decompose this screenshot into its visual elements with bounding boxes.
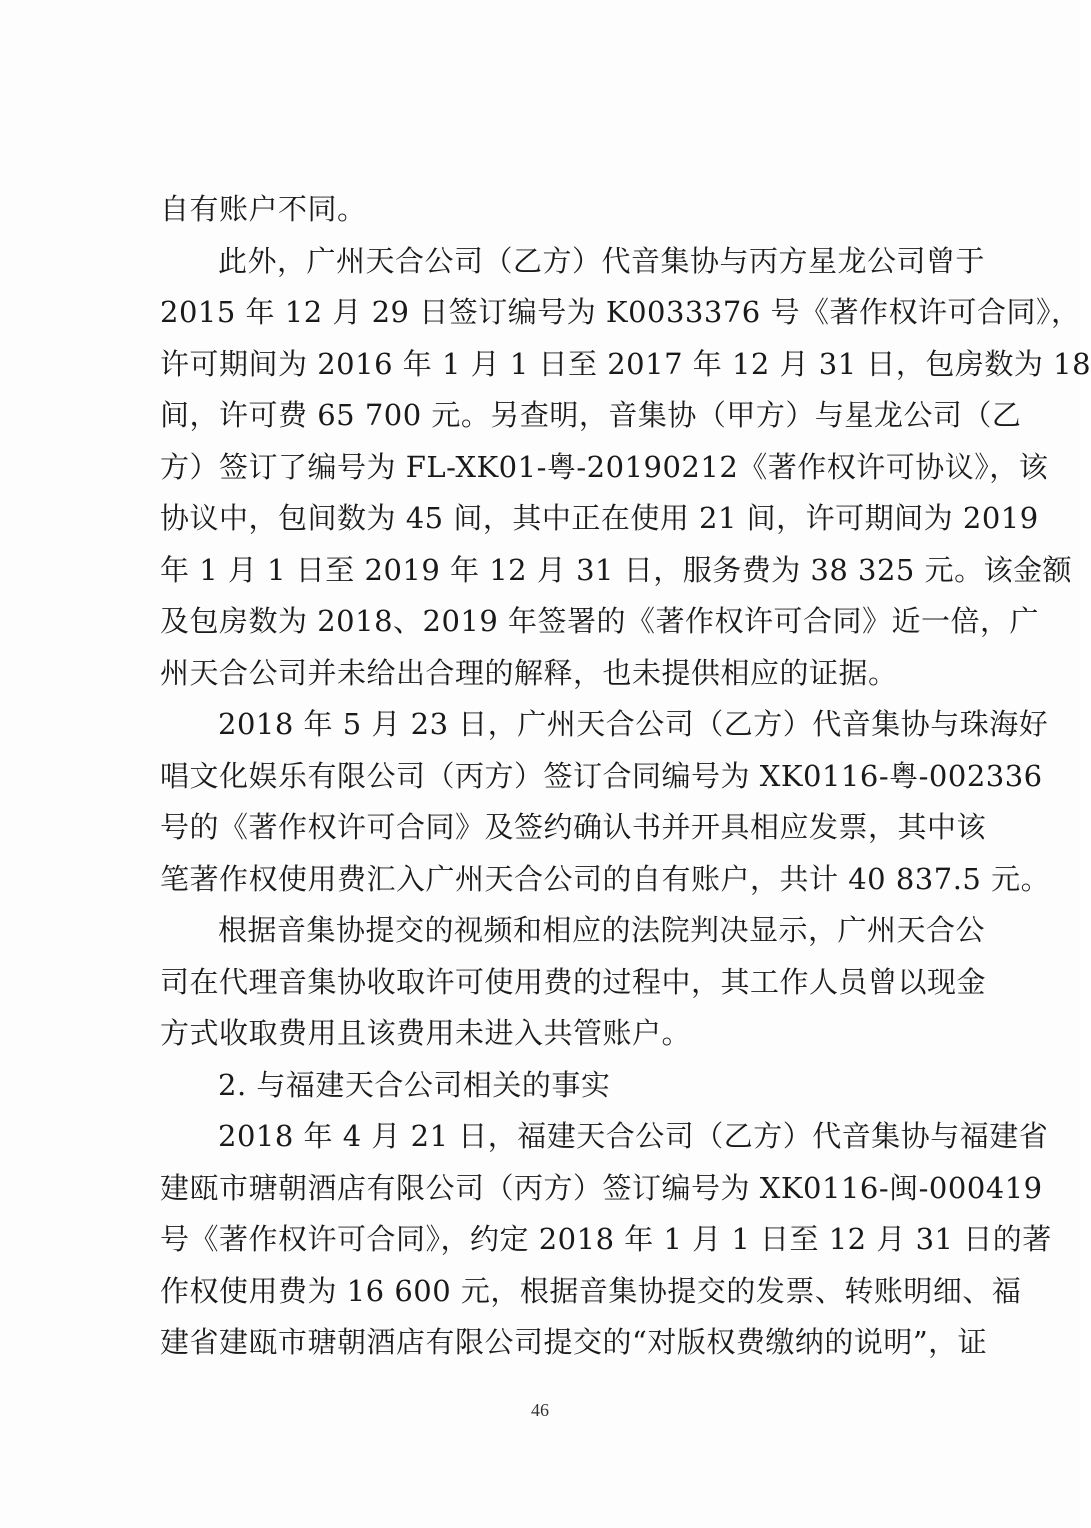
page-number: 46 xyxy=(531,1400,549,1420)
text-line: 此外，广州天合公司（乙方）代音集协与丙方星龙公司曾于 xyxy=(218,243,986,278)
section-heading: 2. 与福建天合公司相关的事实 xyxy=(218,1067,611,1102)
text-line: 许可期间为 2016 年 1 月 1 日至 2017 年 12 月 31 日，包房数为 18 xyxy=(160,346,1091,381)
text-line: 唱文化娱乐有限公司（丙方）签订合同编号为 XK0116-粤-002336 xyxy=(160,758,1043,793)
text-line: 方式收取费用且该费用未进入共管账户。 xyxy=(160,1016,692,1050)
text-line: 司在代理音集协收取许可使用费的过程中，其工作人员曾以现金 xyxy=(160,964,987,999)
text-line: 间，许可费 65 700 元。另查明，音集协（甲方）与星龙公司（乙 xyxy=(160,398,1022,432)
text-line: 州天合公司并未给出合理的解释，也未提供相应的证据。 xyxy=(160,655,898,690)
text-line: 方）签订了编号为 FL-XK01-粤-20190212《著作权许可协议》，该 xyxy=(160,449,1049,484)
text-line: 号的《著作权许可合同》及签约确认书并开具相应发票，其中该 xyxy=(160,810,987,844)
text-line: 协议中，包间数为 45 间，其中正在使用 21 间，许可期间为 2019 xyxy=(160,501,1039,535)
text-line: 根据音集协提交的视频和相应的法院判决显示，广州天合公 xyxy=(218,913,986,947)
text-line: 及包房数为 2018、2019 年签署的《著作权许可合同》近一倍，广 xyxy=(160,604,1040,638)
text-line: 建瓯市瑭朝酒店有限公司（丙方）签订编号为 XK0116-闽-000419 xyxy=(160,1170,1043,1205)
text-line: 号《著作权许可合同》，约定 2018 年 1 月 1 日至 12 月 31 日的著 xyxy=(160,1222,1052,1256)
text-line: 笔著作权使用费汇入广州天合公司的自有账户，共计 40 837.5 元。 xyxy=(160,861,1051,896)
body-text xyxy=(160,184,1091,1369)
text-line: 建省建瓯市瑭朝酒店有限公司提交的“对版权费缴纳的说明”，证 xyxy=(160,1325,988,1359)
text-line: 2018 年 5 月 23 日，广州天合公司（乙方）代音集协与珠海好 xyxy=(218,707,1049,741)
text-line: 自有账户不同。 xyxy=(160,192,367,226)
text-line: 作权使用费为 16 600 元，根据音集协提交的发票、转账明细、福 xyxy=(160,1273,1022,1308)
text-line: 2015 年 12 月 29 日签订编号为 K0033376 号《著作权许可合同》， xyxy=(160,295,1081,329)
text-line: 2018 年 4 月 21 日，福建天合公司（乙方）代音集协与福建省 xyxy=(218,1119,1049,1153)
text-line: 年 1 月 1 日至 2019 年 12 月 31 日，服务费为 38 325 元。该金额 xyxy=(160,552,1073,587)
